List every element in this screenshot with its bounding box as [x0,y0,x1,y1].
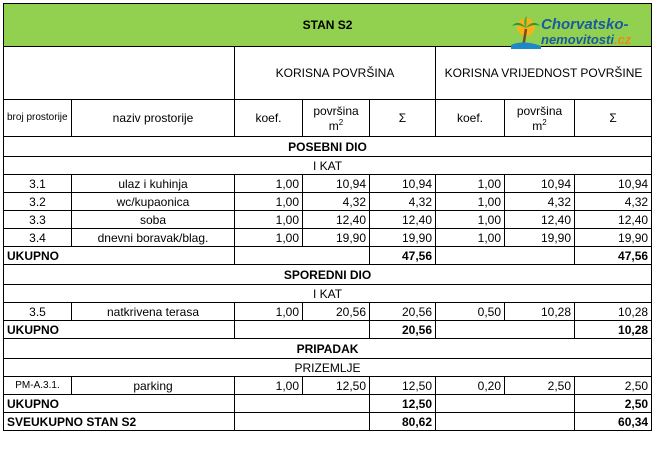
subtotal-row [4,247,652,265]
room-number: 3.4 [4,229,72,247]
section-title: PRIPADAK [4,339,652,359]
sum-value: 10,28 [575,303,652,321]
group-header-usable: KORISNA POVRŠINA [235,47,436,100]
logo-text [541,17,631,47]
grand-total-gap-value [436,413,575,431]
section-floor-row [4,157,652,175]
section-floor-row [4,285,652,303]
subtotal-row [4,395,652,413]
table-row [4,303,652,321]
sum-value: 4,32 [575,193,652,211]
area-table [3,3,652,431]
area-exponent: 2 [338,117,344,127]
sum-value: 19,90 [575,229,652,247]
subtotal-value: 10,28 [575,321,652,339]
coef-usable: 1,00 [235,175,303,193]
coef-usable: 1,00 [235,193,303,211]
company-logo [511,13,645,51]
room-name: wc/kupaonica [72,193,235,211]
subtotal-gap-value [436,247,575,265]
room-name: parking [72,377,235,395]
header-sum-value: Σ [575,100,652,137]
sum-usable: 12,50 [370,377,436,395]
subtotal-gap-value [436,395,575,413]
section-title: POSEBNI DIO [4,137,652,157]
section-title-row [4,339,652,359]
coef-value: 1,00 [436,211,505,229]
room-name: ulaz i kuhinja [72,175,235,193]
logo-line2-tld: .cz [613,32,632,47]
section-floor: PRIZEMLJE [4,359,652,377]
section-floor-row [4,359,652,377]
grand-total-value: 60,34 [575,413,652,431]
sum-value: 12,40 [575,211,652,229]
subtotal-label: UKUPNO [4,321,235,339]
grand-total-row [4,413,652,431]
subtotal-gap-usable [235,247,370,265]
area-value: 12,40 [505,211,575,229]
room-name: dnevni boravak/blag. [72,229,235,247]
area-usable: 20,56 [303,303,370,321]
coef-value: 1,00 [436,175,505,193]
section-floor: I KAT [4,157,652,175]
subtotal-value: 47,56 [575,247,652,265]
subtotal-gap-usable [235,321,370,339]
area-label: površina [313,103,359,118]
area-exponent: 2 [542,117,547,127]
sum-usable: 4,32 [370,193,436,211]
sum-usable: 19,90 [370,229,436,247]
room-number: 3.5 [4,303,72,321]
sum-usable: 10,94 [370,175,436,193]
grand-total-usable: 80,62 [370,413,436,431]
section-title-row [4,265,652,285]
coef-value: 0,50 [436,303,505,321]
table-row [4,229,652,247]
group-header-empty [4,47,235,100]
area-unit: m [328,118,339,133]
grand-total-gap-usable [235,413,370,431]
coef-usable: 1,00 [235,377,303,395]
table-row [4,193,652,211]
header-coef-usable: koef. [235,100,303,137]
sum-usable: 20,56 [370,303,436,321]
sum-value: 10,94 [575,175,652,193]
subtotal-value: 2,50 [575,395,652,413]
area-table-sheet [3,3,651,431]
area-value: 19,90 [505,229,575,247]
header-room-no: broj prostorije [4,100,72,137]
subtotal-usable: 47,56 [370,247,436,265]
grand-total-label: SVEUKUPNO STAN S2 [4,413,235,431]
coef-usable: 1,00 [235,303,303,321]
group-header-row [4,47,652,100]
area-usable: 10,94 [303,175,370,193]
subtotal-gap-value [436,321,575,339]
table-row [4,175,652,193]
area-label: površina [516,103,563,118]
header-coef-value: koef. [436,100,505,137]
section-floor: I KAT [4,285,652,303]
subtotal-gap-usable [235,395,370,413]
room-number: 3.3 [4,211,72,229]
header-room-name: naziv prostorije [72,100,235,137]
header-area-usable [303,100,370,137]
area-usable: 12,40 [303,211,370,229]
logo-line2-main: nemovitosti [541,32,614,47]
table-row [4,211,652,229]
header-sum-usable: Σ [370,100,436,137]
room-number: PM-A.3.1. [4,377,72,395]
area-unit: m [532,118,543,133]
room-number: 3.2 [4,193,72,211]
table-title: STAN S2 [4,4,652,47]
coef-value: 1,00 [436,229,505,247]
coef-usable: 1,00 [235,229,303,247]
area-value: 10,28 [505,303,575,321]
section-title: SPOREDNI DIO [4,265,652,285]
coef-value: 1,00 [436,193,505,211]
column-header-row [4,100,652,137]
subtotal-label: UKUPNO [4,395,235,413]
area-value: 4,32 [505,193,575,211]
room-number: 3.1 [4,175,72,193]
header-area-value [505,100,575,137]
subtotal-usable: 20,56 [370,321,436,339]
sum-usable: 12,40 [370,211,436,229]
room-name: soba [72,211,235,229]
table-row [4,377,652,395]
group-header-value: KORISNA VRIJEDNOST POVRŠINE [436,47,652,100]
area-value: 10,94 [505,175,575,193]
area-usable: 4,32 [303,193,370,211]
logo-line1: Chorvatsko- [541,16,629,33]
area-value: 2,50 [505,377,575,395]
subtotal-label: UKUPNO [4,247,235,265]
subtotal-row [4,321,652,339]
sum-value: 2,50 [575,377,652,395]
area-usable: 19,90 [303,229,370,247]
logo-line2 [541,32,631,47]
coef-usable: 1,00 [235,211,303,229]
section-title-row [4,137,652,157]
area-usable: 12,50 [303,377,370,395]
room-name: natkrivena terasa [72,303,235,321]
palm-icon [511,15,541,49]
coef-value: 0,20 [436,377,505,395]
subtotal-usable: 12,50 [370,395,436,413]
